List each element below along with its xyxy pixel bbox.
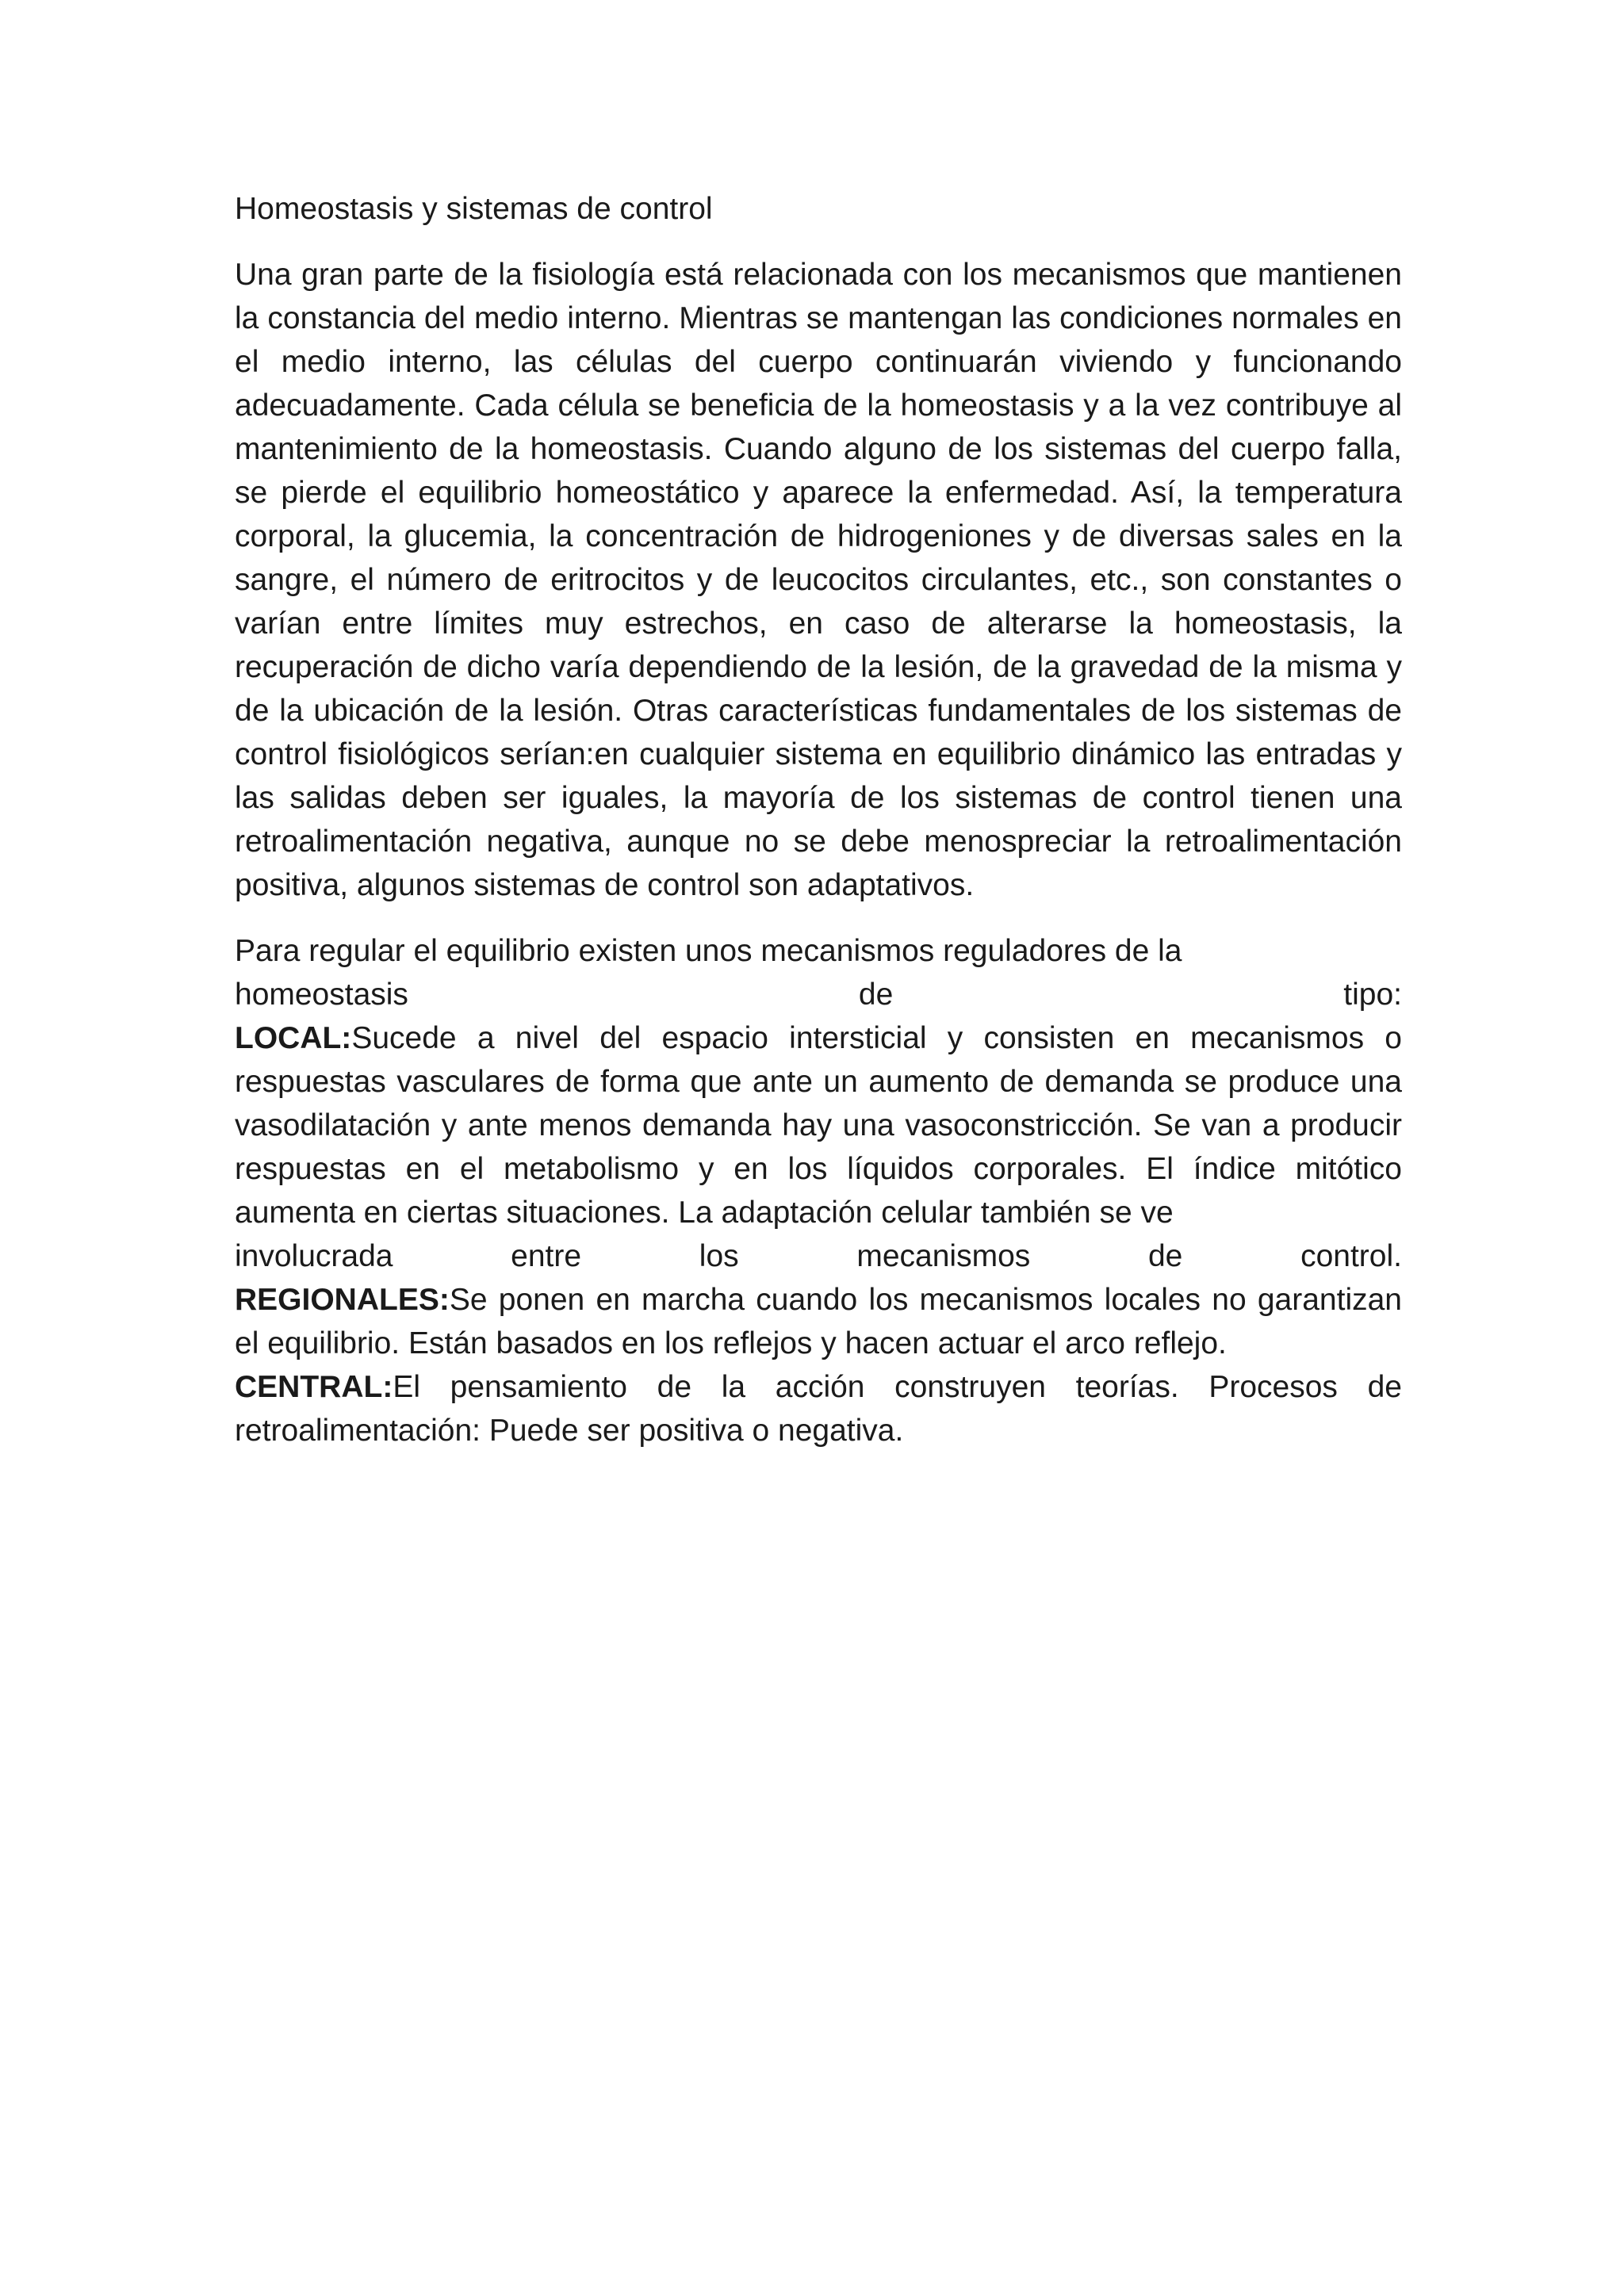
central-label: CENTRAL: xyxy=(235,1370,393,1404)
section-central xyxy=(235,1365,1402,1452)
central-text: El pensamiento de la acción construyen teorías. Procesos de retroalimentación: Puede ser positiva o negativa. xyxy=(235,1370,1402,1448)
local-text: Sucede a nivel del espacio intersticial y consisten en mecanismos o respuestas vasculares de forma que ante un aumento de demanda se produce una vasodilatación y ante menos demanda hay una vasoconstricción. Se van a producir respuestas en el metabolismo y en los líquidos corporales. El índice mitótico aumenta en ciertas situaciones. La adaptación celular también se ve xyxy=(235,1021,1402,1230)
local-label: LOCAL: xyxy=(235,1021,352,1055)
section-regional xyxy=(235,1278,1402,1365)
regional-text: Se ponen en marcha cuando los mecanismos locales no garantizan el equilibrio. Están basados en los reflejos y hacen actuar el arco reflejo. xyxy=(235,1283,1402,1360)
regulation-intro-line-1: Para regular el equilibrio existen unos mecanismos reguladores de la xyxy=(235,934,1182,968)
regulation-intro-line-2: homeostasis de tipo: xyxy=(235,978,1402,1012)
local-text-last-line: involucrada entre los mecanismos de control. xyxy=(235,1239,1402,1273)
section-local xyxy=(235,1016,1402,1234)
document-body xyxy=(235,187,1402,1452)
paragraph-regulation xyxy=(235,929,1402,1452)
paragraph-homeostasis: Una gran parte de la fisiología está relacionada con los mecanismos que mantienen la constancia del medio interno. Mientras se mantengan las condiciones normales en el medio interno, las células del cuerpo continuarán viviendo y funcionando adecuadamente. Cada célula se beneficia de la homeostasis y a la vez contribuye al mantenimiento de la homeostasis. Cuando alguno de los sistemas del cuerpo falla, se pierde el equilibrio homeostático y aparece la enfermedad. Así, la temperatura corporal, la glucemia, la concentración de hidrogeniones y de diversas sales en la sangre, el número de eritrocitos y de leucocitos circulantes, etc., son constantes o varían entre límites muy estrechos, en caso de alterarse la homeostasis, la recuperación de dicho varía dependiendo de la lesión, de la gravedad de la misma y de la ubicación de la lesión. Otras características fundamentales de los sistemas de control fisiológicos serían:en cualquier sistema en equilibrio dinámico las entradas y las salidas deben ser iguales, la mayoría de los sistemas de control tienen una retroalimentación negativa, aunque no se debe menospreciar la retroalimentación positiva, algunos sistemas de control son adaptativos. xyxy=(235,258,1402,902)
regional-label: REGIONALES: xyxy=(235,1283,450,1317)
document-title: Homeostasis y sistemas de control xyxy=(235,192,713,226)
